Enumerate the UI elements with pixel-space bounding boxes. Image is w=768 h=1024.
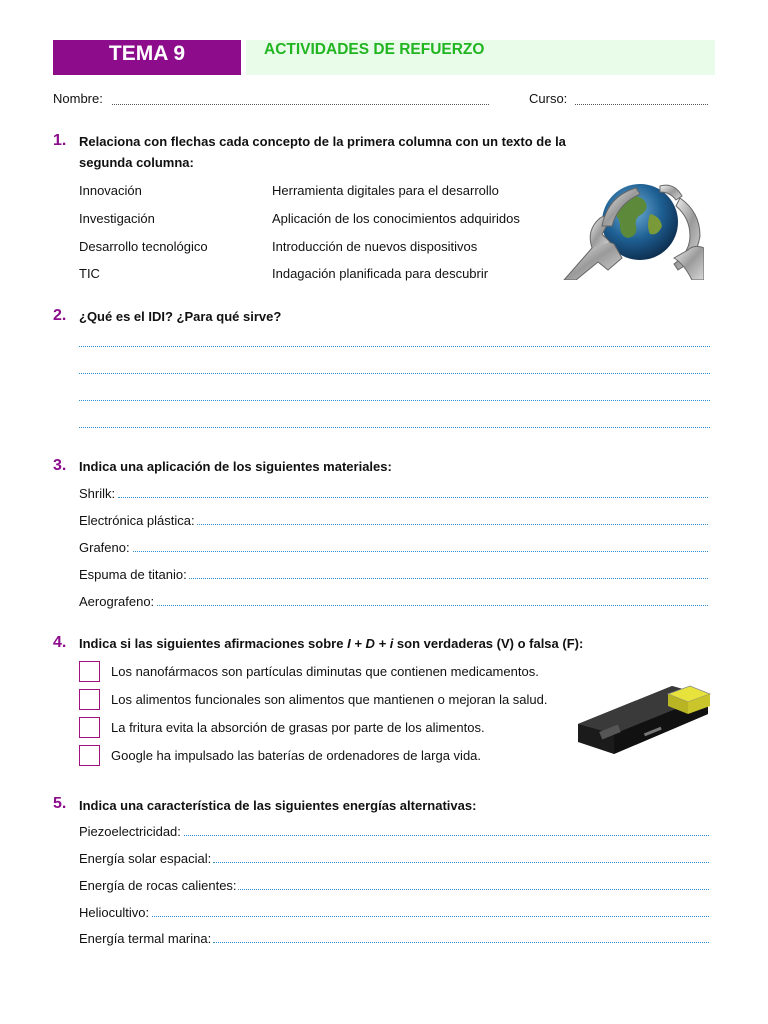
q2-answer-line[interactable]: [79, 373, 710, 374]
q1-right-item: Introducción de nuevos dispositivos: [272, 239, 478, 254]
q4-statement: Google ha impulsado las baterías de ordenadores de larga vida.: [111, 748, 482, 763]
q1-right-item: Indagación planificada para descubrir: [272, 266, 489, 281]
q4-checkbox[interactable]: [79, 745, 100, 766]
q1-number: 1.: [53, 132, 67, 149]
battery-image: [572, 672, 712, 762]
q1-text-line2: segunda columna:: [79, 155, 194, 170]
q5-energy-label: Piezoelectricidad:: [79, 824, 181, 839]
q2-text: ¿Qué es el IDI? ¿Para qué sirve?: [79, 309, 282, 324]
q5-energy-label: Energía de rocas calientes:: [79, 878, 237, 893]
q3-answer-line[interactable]: [133, 551, 708, 552]
q4-checkbox[interactable]: [79, 661, 100, 682]
name-label: Nombre:: [53, 91, 103, 106]
robot-globe-image: [562, 178, 704, 280]
course-field[interactable]: [575, 104, 708, 105]
q3-answer-line[interactable]: [157, 605, 708, 606]
q3-answer-line[interactable]: [197, 524, 708, 525]
q1-text-line1: Relaciona con flechas cada concepto de la primera columna con un texto de la: [79, 134, 566, 149]
q3-answer-line[interactable]: [189, 578, 708, 579]
q3-answer-line[interactable]: [118, 497, 708, 498]
q5-energy-label: Energía termal marina:: [79, 931, 212, 946]
q1-left-item: TIC: [79, 266, 100, 281]
tema-label: TEMA 9: [108, 42, 186, 65]
q5-answer-line[interactable]: [184, 835, 709, 836]
q5-answer-line[interactable]: [238, 889, 709, 890]
activities-title: ACTIVIDADES DE REFUERZO: [264, 41, 485, 58]
q1-right-item: Herramienta digitales para el desarrollo: [272, 183, 499, 198]
q5-answer-line[interactable]: [213, 942, 709, 943]
q4-number: 4.: [53, 634, 67, 651]
q1-left-item: Innovación: [79, 183, 142, 198]
q5-text: Indica una característica de las siguientes energías alternativas:: [79, 798, 477, 813]
q4-checkbox[interactable]: [79, 689, 100, 710]
q3-material-label: Espuma de titanio:: [79, 567, 187, 582]
q4-checkbox[interactable]: [79, 717, 100, 738]
q2-number: 2.: [53, 307, 67, 324]
q3-material-label: Grafeno:: [79, 540, 130, 555]
q5-number: 5.: [53, 795, 67, 812]
q5-answer-line[interactable]: [152, 916, 709, 917]
q1-right-item: Aplicación de los conocimientos adquiridos: [272, 211, 520, 226]
q5-energy-label: Heliocultivo:: [79, 905, 150, 920]
q3-text: Indica una aplicación de los siguientes materiales:: [79, 459, 392, 474]
q5-answer-line[interactable]: [213, 862, 709, 863]
name-field[interactable]: [112, 104, 489, 105]
q3-material-label: Aerografeno:: [79, 594, 155, 609]
q5-energy-label: Energía solar espacial:: [79, 851, 212, 866]
q2-answer-line[interactable]: [79, 427, 710, 428]
q1-left-item: Investigación: [79, 211, 155, 226]
q2-answer-line[interactable]: [79, 346, 710, 347]
q3-material-label: Electrónica plástica:: [79, 513, 195, 528]
q4-statement: La fritura evita la absorción de grasas por parte de los alimentos.: [111, 720, 485, 735]
q3-number: 3.: [53, 457, 67, 474]
q1-left-item: Desarrollo tecnológico: [79, 239, 208, 254]
q4-statement: Los nanofármacos son partículas diminutas que contienen medicamentos.: [111, 664, 539, 679]
q2-answer-line[interactable]: [79, 400, 710, 401]
q3-material-label: Shrilk:: [79, 486, 116, 501]
q4-statement: Los alimentos funcionales son alimentos que mantienen o mejoran la salud.: [111, 692, 548, 707]
q4-text: Indica si las siguientes afirmaciones sobre I + D + i son verdaderas (V) o falsa (F):: [79, 636, 584, 651]
course-label: Curso:: [529, 91, 568, 106]
